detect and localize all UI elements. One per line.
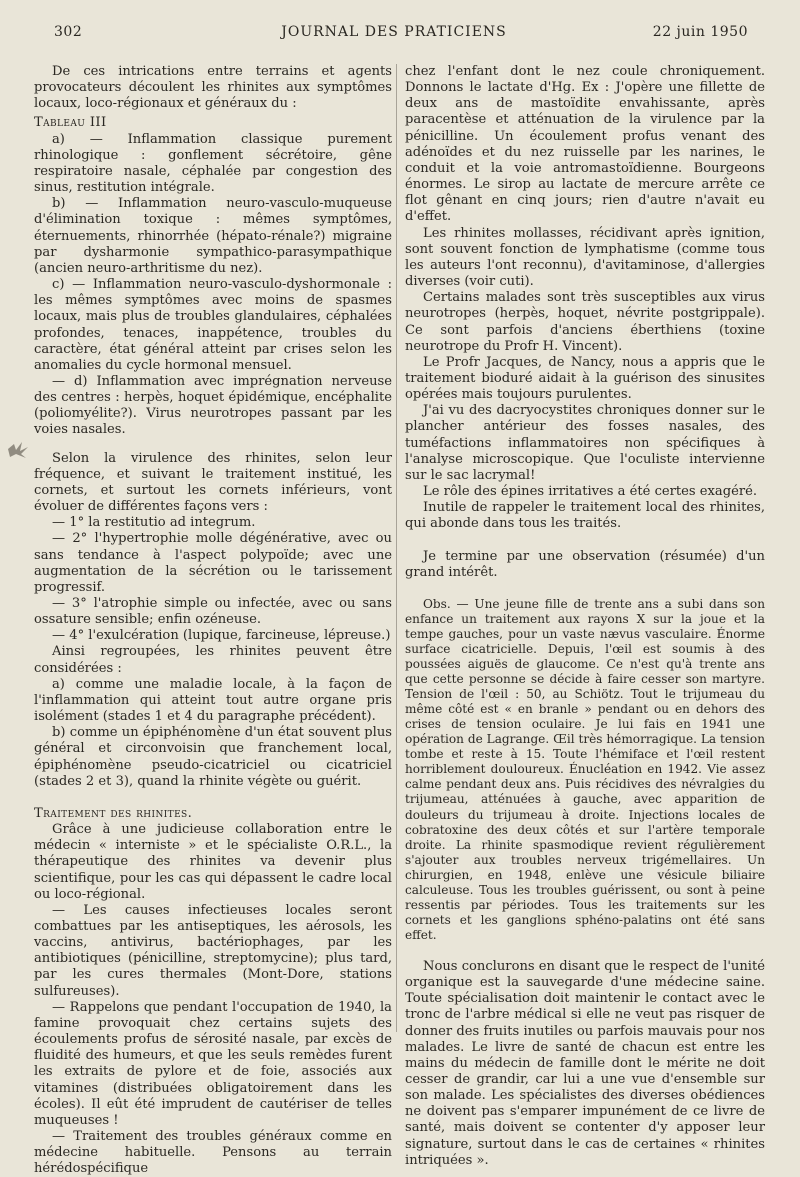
- tableau-title: Tableau III: [34, 115, 107, 131]
- issue-date: 22 juin 1950: [652, 24, 748, 40]
- evolution-item-1: — 1° la restitutio ad integrum.: [52, 515, 256, 531]
- left-column: [34, 64, 392, 1177]
- virulence-paragraph: Selon la virulence des rhinites, selon leur fréquence, et suivant le traitement institué, les cornets, et surtout les cornets inférieurs, vont évoluer de différentes façons vers :: [34, 450, 392, 515]
- right-paragraph-8: Je termine par une observation (résumée) d'un grand intérêt.: [405, 548, 765, 580]
- traitement-paragraph-2: — Les causes infectieuses locales seront combattues par les antiseptiques, les aérosols, les vaccins, antivirus, bactériophages, par les antibiotiques (pénicilline, streptomycine); plus tard, par les cures thermales (Mont-Dore, stations sulfureuses).: [34, 902, 392, 999]
- spacer: [405, 581, 765, 597]
- spacer: [405, 533, 765, 549]
- ink-mark-icon: [6, 438, 32, 460]
- page-header: [40, 24, 748, 46]
- right-column: [405, 64, 765, 1169]
- evolution-item-2: — 2° l'hypertrophie molle dégénérative, avec ou sans tendance à l'aspect polypoïde; avec une augmentation de la sécrétion ou le tarissement progressif.: [34, 531, 392, 595]
- traitement-paragraph-1: Grâce à une judicieuse collaboration entre le médecin « interniste » et le spécialiste O.R.L., la thérapeutique des rhinites va devenir plus scientifique, pour les cas qui dépassent le cadre local ou loco-régional.: [34, 822, 392, 902]
- traitement-paragraph-4: — Traitement des troubles généraux comme en médecine habituelle. Pensons au terrain hérédospécifique: [34, 1129, 392, 1177]
- page-number: 302: [54, 24, 83, 40]
- right-paragraph-5: J'ai vu des dacryocystites chroniques donner sur le plancher antérieur des fosses nasales, des tuméfactions inflammatoires non spécifiques à l'analyse microscopique. Que l'oculiste intervienne sur le sac lacrymal!: [405, 403, 765, 483]
- intro-paragraph: De ces intrications entre terrains et agents provocateurs découlent les rhinites aux symptômes locaux, loco-régionaux et généraux du :: [34, 64, 392, 112]
- tableau-item-c: c) — Inflammation neuro-vasculo-dyshormonale : les mêmes symptômes avec moins de spasmes locaux, mais plus de troubles glandulaires, céphalées profondes, tenaces, inappétence, troubles du caractère, état général atteint par crises selon les anomalies du cycle hormonal mensuel.: [34, 277, 392, 373]
- regroupees-item-a: a) comme une maladie locale, à la façon de l'inflammation qui atteint tout autre organe pris isolément (stades 1 et 4 du paragraphe précédent).: [34, 676, 392, 725]
- traitement-paragraph-3: — Rappelons que pendant l'occupation de 1940, la famine provoquait chez certains sujets des écoulements profus de sérosité nasale, par excès de fluidité des humeurs, et que les seuls remèdes furent les extraits de pylore et de foie, associés aux vitamines (distribuées obligatoirement dans les écoles). Il eût été imprudent de cautériser de telles muqueuses !: [34, 999, 392, 1128]
- conclusion-paragraph: Nous conclurons en disant que le respect de l'unité organique est la sauvegarde d'une médecine saine. Toute spécialisation doit maintenir le contact avec le tronc de l'arbre médical si elle ne veut pas risquer de donner des fruits inutiles ou parfois mauvais pour nos malades. Le livre de santé de chacun est entre les mains du médecin de famille dont le mérite ne doit cesser de grandir, car lui a une vue d'ensemble sur son malade. Les spécialistes des diverses obédiences ne doivent pas s'emparer impunément de ce livre de santé, mais doivent se contenter d'y apposer leur signature, surtout dans le cas de certaines « rhinites intriquées ».: [405, 958, 765, 1168]
- tableau-item-b: b) — Inflammation neuro-vasculo-muqueuse d'élimination toxique : mêmes symptômes, éternuements, rhinorrhée (hépato-rénale?) migraine par dysharmonie sympathico-parasympathique (ancien neuro-arthritisme du nez).: [34, 196, 392, 276]
- tableau-item-a: a) — Inflammation classique purement rhinologique : gonflement sécrétoire, gêne respiratoire nasale, céphalée par congestion des sinus, restitution intégrale.: [34, 131, 392, 196]
- regroupees-paragraph: Ainsi regroupées, les rhinites peuvent être considérées :: [34, 644, 392, 676]
- spacer: [405, 943, 765, 959]
- right-paragraph-4: Le Profr Jacques, de Nancy, nous a appris que le traitement bioduré aidait à la guérison des sinusites opérées mais toujours purulentes.: [405, 354, 765, 403]
- tableau-item-d: — d) Inflammation avec imprégnation nerveuse des centres : herpès, hoquet épidémique, encéphalite (poliomyélite?). Virus neurotropes passant par les voies nasales.: [34, 373, 392, 438]
- traitement-title: Traitement des rhinites.: [34, 805, 193, 821]
- right-paragraph-1: chez l'enfant dont le nez coule chroniquement. Donnons le lactate d'Hg. Ex : J'opère une fillette de deux ans de mastoïdite envahissante, après paracentèse et atténuation de la virulence par la pénicilline. Un écoulement profus venant des adénoïdes et du nez ruisselle par les narines, le conduit et la voie antromastoïdienne. Bourgeons énormes. Le sirop au lactate de mercure arrête ce flot gênant en cinq jours; rien d'autre n'avait eu d'effet.: [405, 64, 765, 225]
- right-paragraph-7: Inutile de rappeler le traitement local des rhinites, qui abonde dans tous les traités.: [405, 500, 765, 532]
- observation-paragraph: Obs. — Une jeune fille de trente ans a subi dans son enfance un traitement aux rayons X sur la joue et la tempe gauches, pour un vaste nævus vasculaire. Énorme surface cicatricielle. Depuis, l'œil est soumis à des poussées aiguës de glaucome. Ce n'est qu'à trente ans que cette personne se décide à faire cesser son martyre. Tension de l'œil : 50, au Schiötz. Tout le trijumeau du même côté est « en branle » pendant ou en dehors des crises de tension oculaire. Je lui fais en 1941 une opération de Lagrange. Œil très hémorragique. La tension tombe et reste à 15. Toute l'hémiface et l'œil restent horriblement douloureux. Énucléation en 1942. Vie assez calme pendant deux ans. Puis récidives des névralgies du trijumeau, atténuées à gauche, avec apparition de douleurs du trijumeau à droite. Injections locales de cobratoxine des deux côtés et sur l'artère temporale droite. La rhinite spasmodique revient régulièrement s'ajouter aux troubles nerveux trigémellaires. Un chirurgien, en 1948, enlève une vésicule biliaire calculeuse. Tous les troubles guérissent, ou sont à peine ressentis par périodes. Tous les traitements sur les cornets et les ganglions sphéno-palatins ont été sans effet.: [405, 596, 765, 942]
- spacer: [34, 790, 392, 806]
- right-paragraph-6: Le rôle des épines irritatives a été certes exagéré.: [423, 484, 758, 500]
- evolution-item-3: — 3° l'atrophie simple ou infectée, avec ou sans ossature sensible; enfin ozéneuse.: [34, 596, 392, 628]
- column-divider: [396, 64, 397, 1032]
- journal-title: JOURNAL DES PRATICIENS: [281, 24, 507, 40]
- right-paragraph-2: Les rhinites mollasses, récidivant après ignition, sont souvent fonction de lymphatisme (comme tous les auteurs l'ont reconnu), d'avitaminose, d'allergies diverses (voir cuti).: [405, 225, 765, 290]
- evolution-item-4: — 4° l'exulcération (lupique, farcineuse, lépreuse.): [52, 628, 391, 644]
- right-paragraph-3: Certains malades sont très susceptibles aux virus neurotropes (herpès, hoquet, névrite postgrippale). Ce sont parfois d'anciens éberthiens (toxine neurotrope du Profr H. Vincent).: [405, 290, 765, 354]
- regroupees-item-b: b) comme un épiphénomène d'un état souvent plus général et circonvoisin que franchement local, épiphénomène pseudo-cicatriciel ou cicatriciel (stades 2 et 3), quand la rhinite végète ou guérit.: [34, 725, 392, 789]
- spacer: [34, 439, 392, 451]
